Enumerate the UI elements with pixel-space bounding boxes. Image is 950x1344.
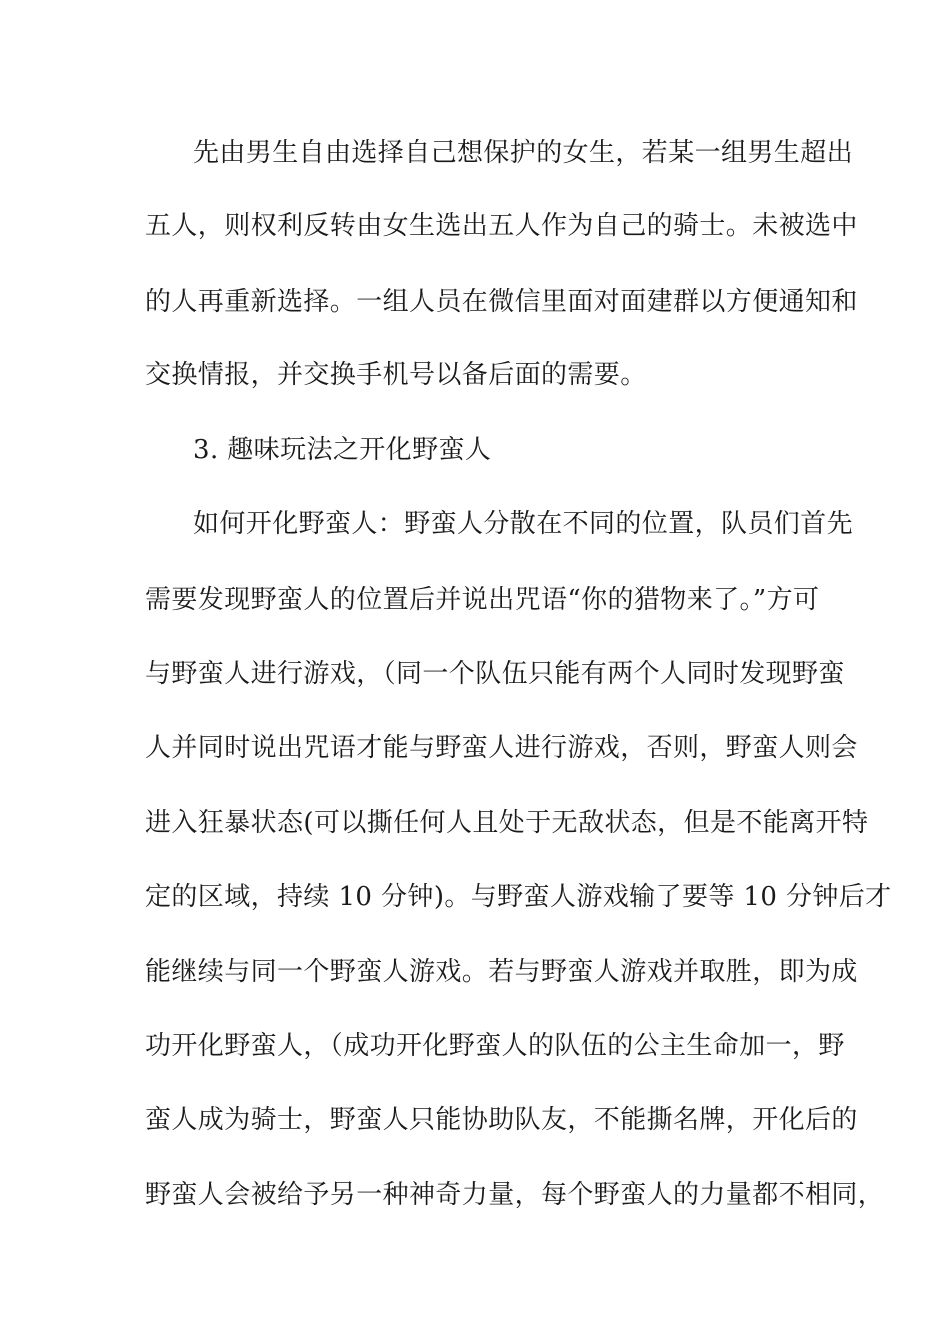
paragraph-line: 定的区域，持续 10 分钟)。与野蛮人游戏输了要等 10 分钟后才 — [145, 882, 892, 912]
paragraph-line: 与野蛮人进行游戏，（同一个队伍只能有两个人同时发现野蛮 — [145, 659, 845, 689]
paragraph-line: 五人，则权利反转由女生选出五人作为自己的骑士。未被选中 — [145, 211, 858, 241]
paragraph-line: 先由男生自由选择自己想保护的女生，若某一组男生超出 — [193, 138, 854, 168]
paragraph-line: 的人再重新选择。一组人员在微信里面对面建群以方便通知和 — [145, 287, 858, 317]
paragraph-line: 人并同时说出咒语才能与野蛮人进行游戏，否则，野蛮人则会 — [145, 733, 858, 763]
paragraph-line: 交换情报，并交换手机号以备后面的需要。 — [145, 360, 647, 390]
paragraph-line: 进入狂暴状态(可以撕任何人且处于无敌状态，但是不能离开特 — [145, 808, 869, 838]
paragraph-line: 功开化野蛮人，（成功开化野蛮人的队伍的公主生命加一，野 — [145, 1031, 845, 1061]
paragraph-line: 如何开化野蛮人：野蛮人分散在不同的位置，队员们首先 — [193, 509, 854, 539]
paragraph-line: 野蛮人会被给予另一种神奇力量，每个野蛮人的力量都不相同， — [145, 1180, 885, 1210]
section-heading: 3. 趣味玩法之开化野蛮人 — [193, 435, 492, 465]
paragraph-line: 需要发现野蛮人的位置后并说出咒语“你的猎物来了。”方可 — [145, 585, 820, 615]
paragraph-line: 蛮人成为骑士，野蛮人只能协助队友，不能撕名牌，开化后的 — [145, 1105, 858, 1135]
paragraph-line: 能继续与同一个野蛮人游戏。若与野蛮人游戏并取胜，即为成 — [145, 957, 858, 987]
